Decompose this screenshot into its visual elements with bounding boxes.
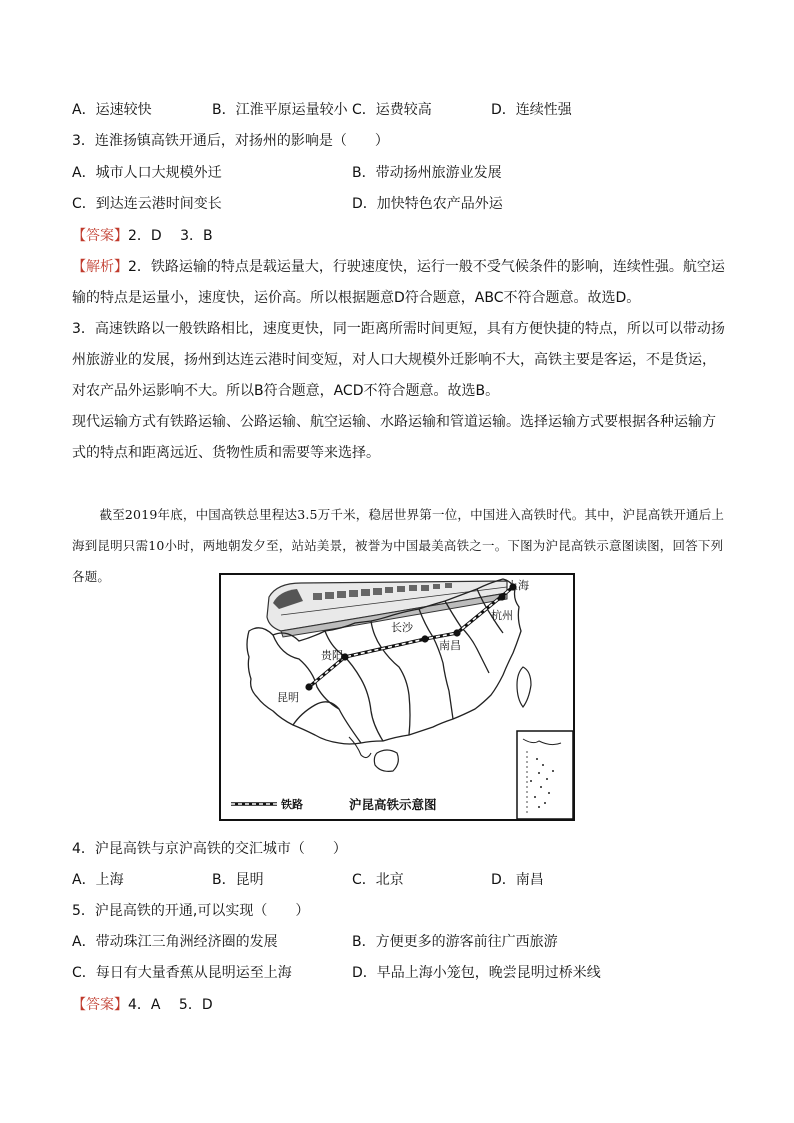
city-label-guiyang: 贵阳 [321,649,343,662]
city-label-hangzhou: 杭州 [491,609,513,622]
city-dot-kunming [305,683,312,690]
q4-option-a: A．上海 [72,872,124,888]
q2-option-a: A．运速较快 [72,102,152,118]
q5-option-d: D．早品上海小笼包，晚尝昆明过桥米线 [352,965,601,981]
map-title: 沪昆高铁示意图 [349,797,437,812]
q3-option-c: C．到达连云港时间变长 [72,196,222,212]
answer-tag-2: 【答案】 [72,997,128,1013]
q2-option-c: C．运费较高 [352,102,432,118]
train-illustration [267,581,507,637]
answer-tag: 【答案】 [72,228,128,244]
q4-option-c: C．北京 [352,872,404,888]
city-dot-nanchang [453,629,460,636]
q2-option-b: B．江淮平原运量较小 [212,102,348,118]
analysis-paragraph-1 [72,252,726,314]
q4-stem: 4．沪昆高铁与京沪高铁的交汇城市（ ） [72,841,347,857]
q3-option-a: A．城市人口大规模外迁 [72,165,222,181]
answer-text: 2．D 3．B [128,228,213,244]
q4-option-d: D．南昌 [491,872,544,888]
q3-stem: 3．连淮扬镇高铁开通后，对扬州的影响是（ ） [72,133,389,149]
analysis-paragraph-2: 3．高速铁路以一般铁路相比，速度更快，同一距离所需时间更短，具有方便快捷的特点，所以可以带动扬州旅游业的发展，扬州到达连云港时间变短，对人口大规模外迁影响不大，高铁主要是客运，不是货运，对农产品外运影响不大。所以B符合题意，ACD不符合题意。故选B。 [72,321,725,399]
q3-option-d: D．加快特色农产品外运 [352,196,503,212]
railway-map-figure [219,573,575,821]
city-label-nanchang: 南昌 [439,639,461,652]
legend-label: 铁路 [281,798,303,811]
q5-option-c: C．每日有大量香蕉从昆明运至上海 [72,965,292,981]
q5-option-b: B．方便更多的游客前往广西旅游 [352,934,558,950]
city-label-kunming: 昆明 [277,691,299,704]
q5-option-a: A．带动珠江三角洲经济圈的发展 [72,934,278,950]
hainan-outline [374,750,398,771]
analysis-tag: 【解析】 [72,259,128,275]
q4-option-b: B．昆明 [212,872,264,888]
city-dot-hangzhou [498,593,505,600]
answer-text-2: 4．A 5．D [128,997,213,1013]
city-dot-changsha [421,635,428,642]
q3-option-b: B．带动扬州旅游业发展 [352,165,502,181]
taiwan-outline [517,667,531,707]
city-label-changsha: 长沙 [391,621,413,634]
q5-stem: 5．沪昆高铁的开通,可以实现（ ） [72,903,310,919]
railway-map-svg [221,575,573,819]
analysis-text-q2: 2．铁路运输的特点是载运量大，行驶速度快，运行一般不受气候条件的影响，连续性强。航空运输的特点是运量小，速度快，运价高。所以根据题意D符合题意，ABC不符合题意。故选D。 [72,259,725,306]
south-china-sea-inset [517,731,573,819]
reading-passage: 截至2019年底，中国高铁总里程达3.5万千米，稳居世界第一位，中国进入高铁时代。其中，沪昆高铁开通后上海到昆明只需10小时，两地朝发夕至，站站美景，被誉为中国最美高铁之一。下图为沪昆高铁示意图读图，回答下列各题。 [72,507,725,584]
answer-line-1 [72,226,213,246]
city-label-shanghai: 上海 [507,579,529,592]
map-legend [231,797,303,811]
analysis-paragraph-3: 现代运输方式有铁路运输、公路运输、航空运输、水路运输和管道运输。选择运输方式要根据各种运输方式的特点和距离远近、货物性质和需要等来选择。 [72,414,716,461]
answer-line-2 [72,995,213,1015]
q2-option-d: D．连续性强 [491,102,572,118]
